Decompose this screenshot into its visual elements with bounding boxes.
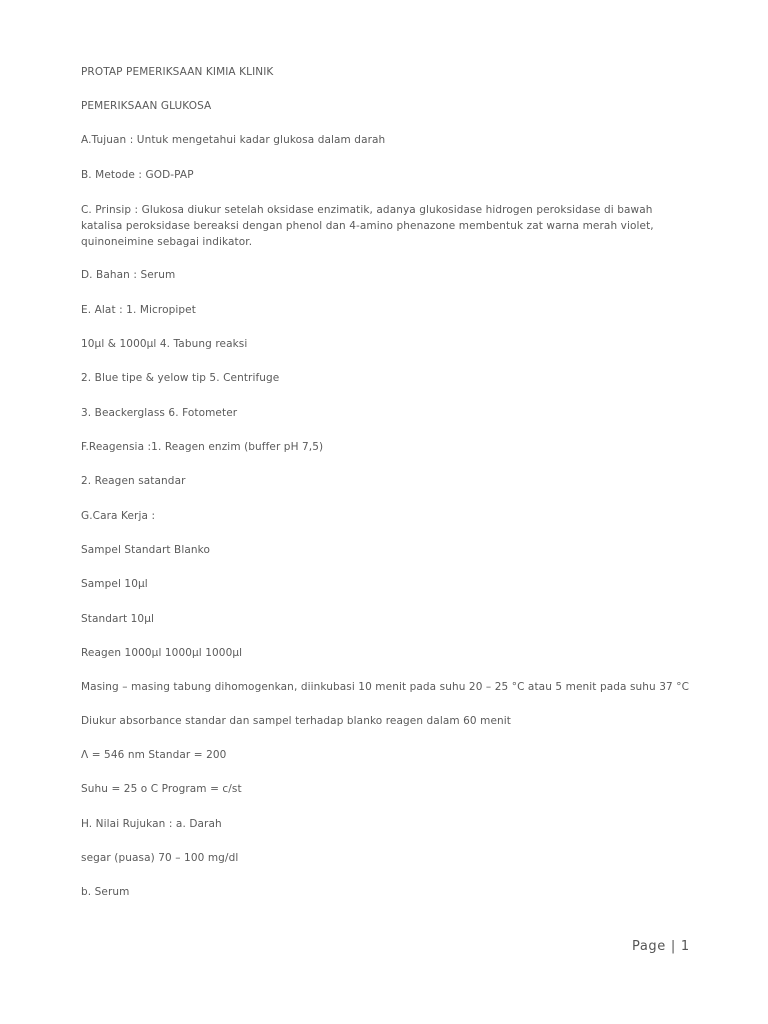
paragraph-alat: E. Alat : 1. Micropipet bbox=[81, 304, 196, 316]
paragraph-reagensia: F.Reagensia :1. Reagen enzim (buffer pH 7,5) bbox=[81, 441, 324, 453]
paragraph-tabel-header: Sampel Standart Blanko bbox=[81, 544, 210, 556]
paragraph-tabel-sampel: Sampel 10µl bbox=[81, 578, 148, 590]
paragraph-tabel-reagen: Reagen 1000µl 1000µl 1000µl bbox=[81, 647, 243, 659]
paragraph-metode: B. Metode : GOD-PAP bbox=[81, 169, 194, 181]
paragraph-darah-segar: segar (puasa) 70 – 100 mg/dl bbox=[81, 852, 239, 864]
paragraph-serum: b. Serum bbox=[81, 886, 130, 898]
paragraph-suhu: Suhu = 25 o C Program = c/st bbox=[81, 783, 242, 795]
paragraph-lambda: Λ = 546 nm Standar = 200 bbox=[81, 749, 227, 761]
paragraph-prinsip: C. Prinsip : Glukosa diukur setelah oksidase enzimatik, adanya glukosidase hidrogen peroksidase di bawah katalisa peroksidase bereaksi dengan phenol dan 4-amino phenazone membentuk zat warna merah violet, quinoneimine sebagai indikator. bbox=[81, 204, 654, 248]
document-subtitle: PEMERIKSAAN GLUKOSA bbox=[81, 100, 212, 112]
paragraph-alat-3: 3. Beackerglass 6. Fotometer bbox=[81, 407, 238, 419]
page-separator: | bbox=[670, 939, 676, 954]
paragraph-absorbance: Diukur absorbance standar dan sampel terhadap blanko reagen dalam 60 menit bbox=[81, 715, 512, 727]
paragraph-alat-2: 2. Blue tipe & yelow tip 5. Centrifuge bbox=[81, 372, 280, 384]
paragraph-tujuan: A.Tujuan : Untuk mengetahui kadar glukosa dalam darah bbox=[81, 134, 386, 146]
paragraph-tabel-standart: Standart 10µl bbox=[81, 613, 155, 625]
paragraph-cara-kerja: G.Cara Kerja : bbox=[81, 510, 156, 522]
page-footer bbox=[632, 939, 690, 954]
paragraph-nilai-rujukan: H. Nilai Rujukan : a. Darah bbox=[81, 818, 222, 830]
page-label: Page bbox=[632, 939, 666, 954]
paragraph-inkubasi: Masing – masing tabung dihomogenkan, diinkubasi 10 menit pada suhu 20 – 25 °C atau 5 menit pada suhu 37 °C bbox=[81, 681, 690, 693]
document-title: PROTAP PEMERIKSAAN KIMIA KLINIK bbox=[81, 66, 274, 78]
paragraph-alat-1: 10µl & 1000µl 4. Tabung reaksi bbox=[81, 338, 248, 350]
paragraph-reagensia-2: 2. Reagen satandar bbox=[81, 475, 186, 487]
paragraph-bahan: D. Bahan : Serum bbox=[81, 269, 176, 281]
page-number: 1 bbox=[680, 939, 690, 954]
